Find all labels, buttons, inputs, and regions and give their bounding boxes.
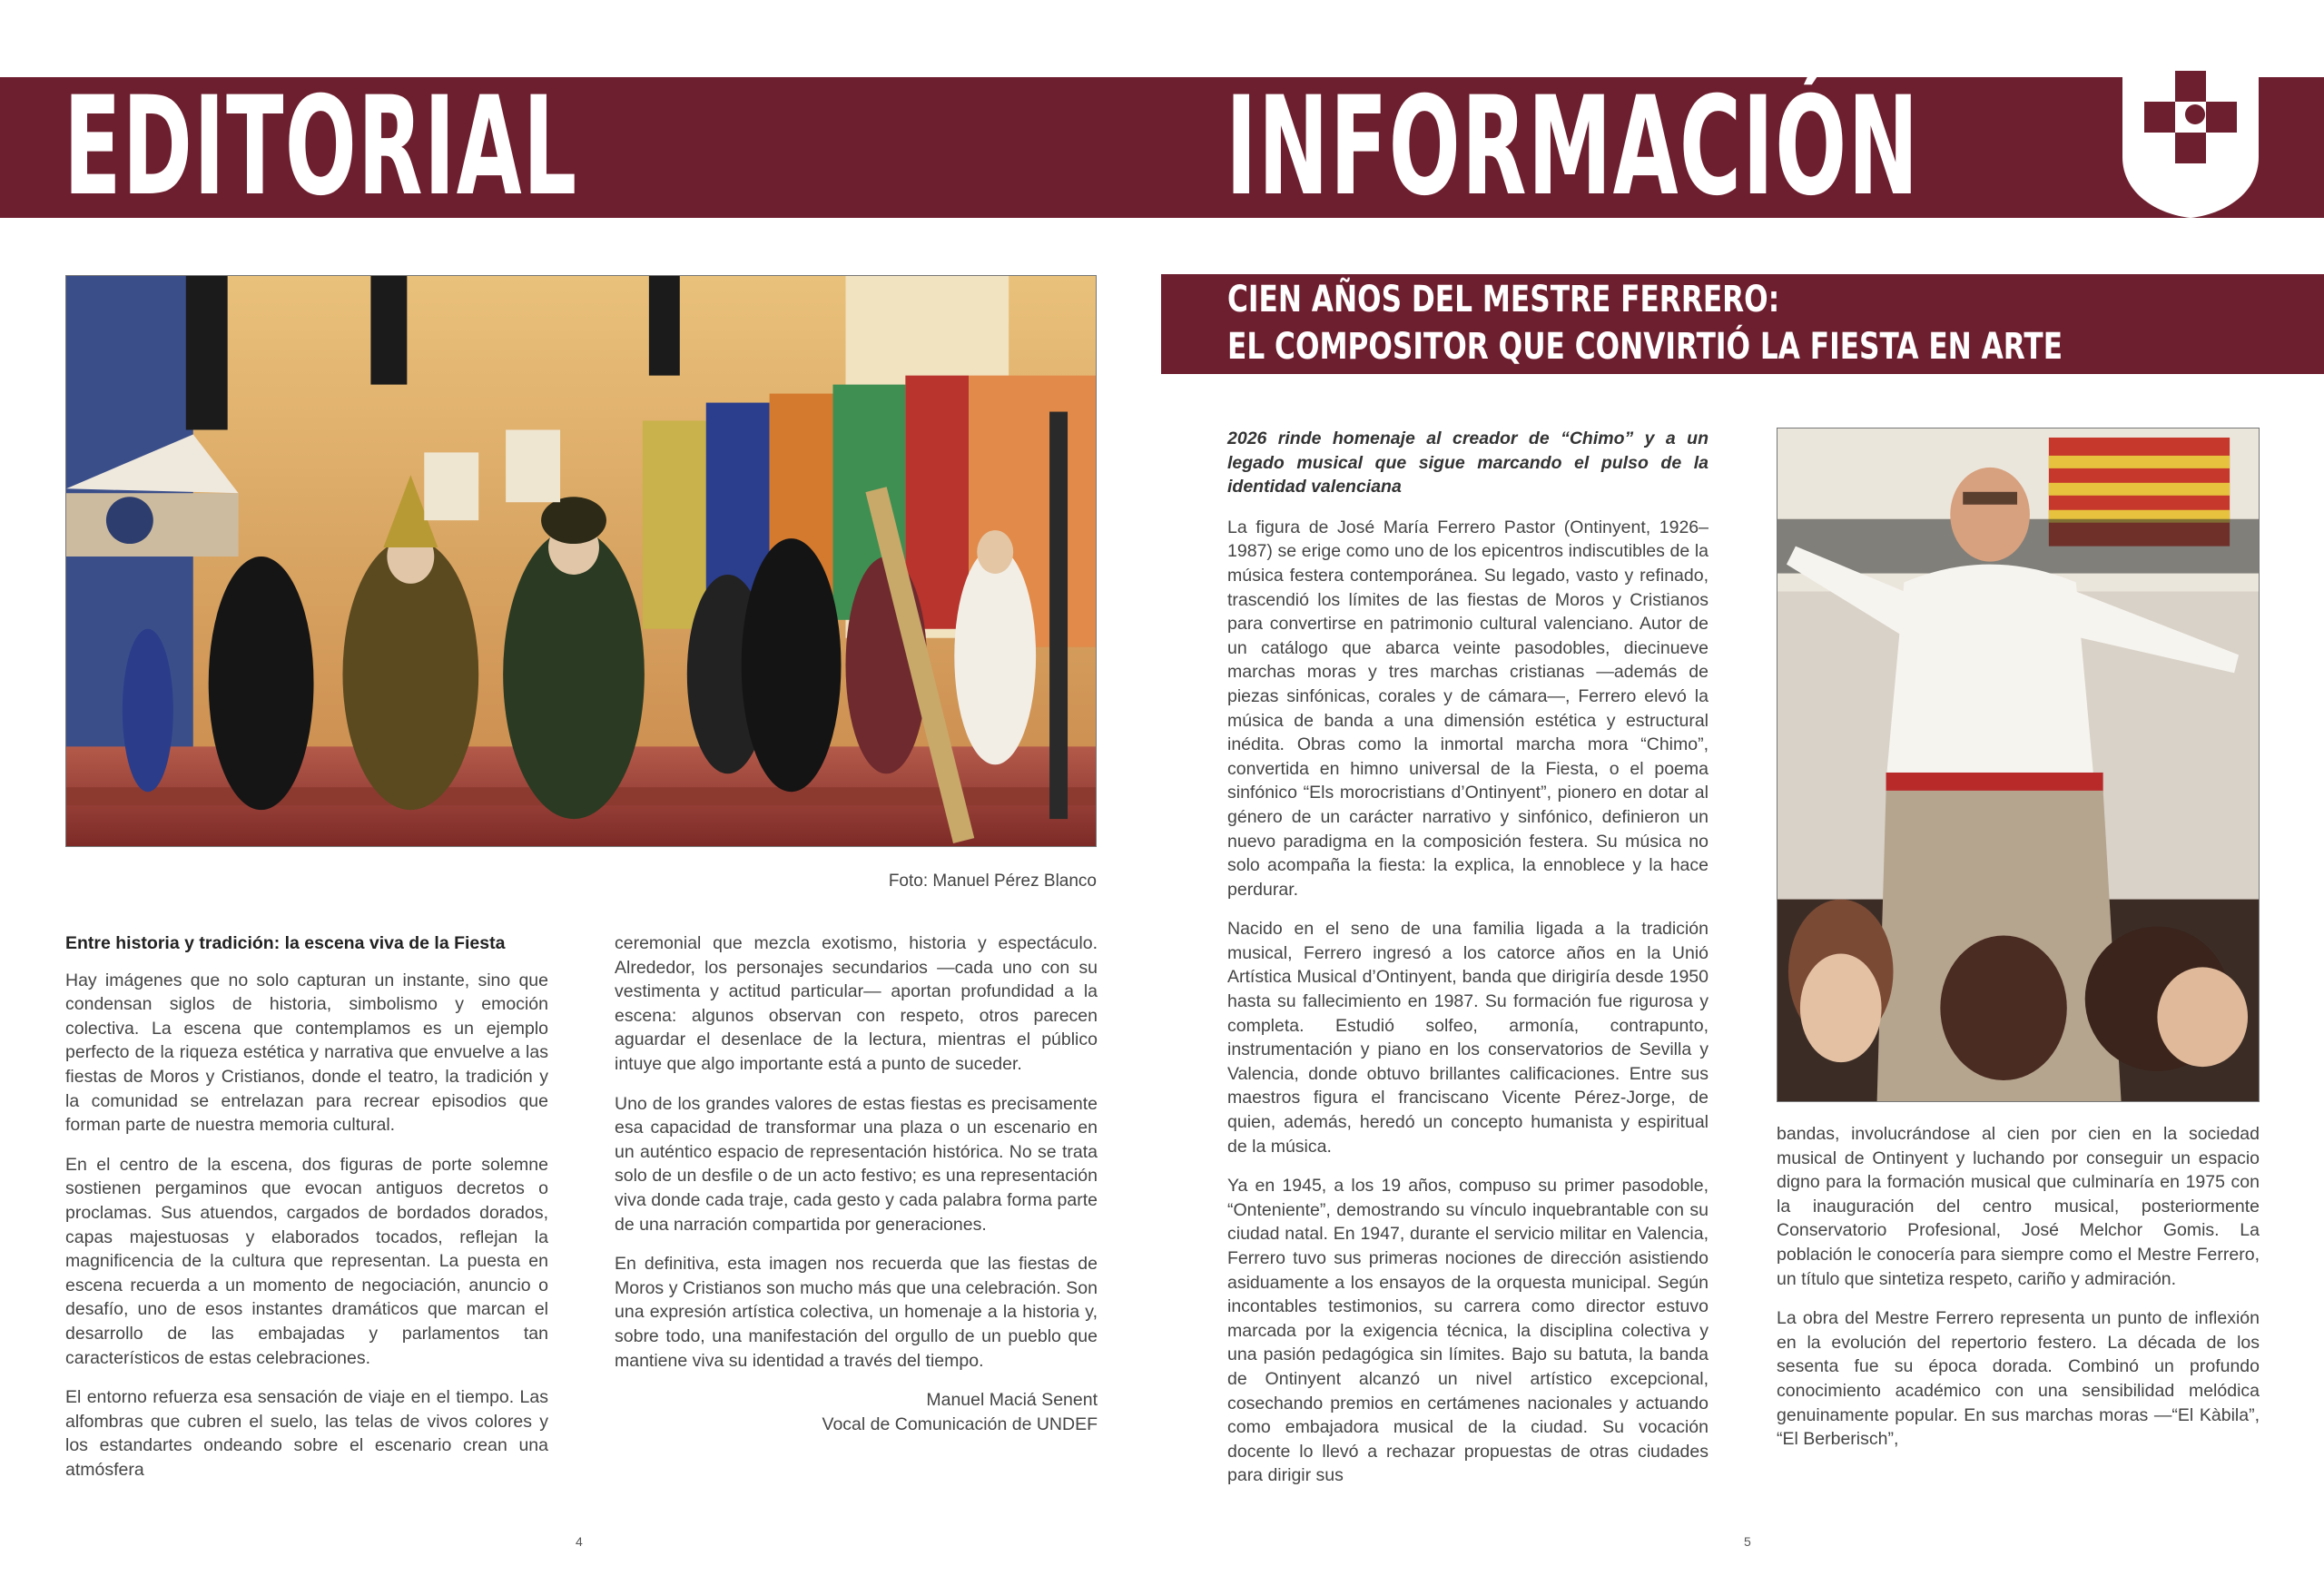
editorial-paragraph: Uno de los grandes valores de estas fiestas es precisamente esa capacidad de transformar una plaza o un escenario en un auténtico espacio de representación histórica. No se trata solo de un desfile o de un acto festivo; es una representación viva donde cada traje, cada gesto y cada palabra forma parte de una narración compartida por generaciones. xyxy=(615,1093,1098,1235)
mestre-ferrero-photo xyxy=(1777,428,2260,1102)
editorial-column-1 xyxy=(65,931,548,1482)
article-title xyxy=(1227,276,2063,370)
editorial-column-2 xyxy=(615,931,1098,1436)
festival-scene-photo xyxy=(65,275,1097,847)
article-paragraph: bandas, involucrándose al cien por cien en la sociedad musical de Ontinyent y luchando por conseguir un espacio digno para la formación musical que culminaría en 1975 con la inauguración del centro musical, posteriormente Conservatorio Profesional, José Melchor Gomis. La población le conocería para siempre como el Mestre Ferrero, un título que sintetiza respeto, cariño y admiración. xyxy=(1777,1124,2260,1289)
undef-shield-logo xyxy=(2122,71,2259,218)
article-paragraph: Nacido en el seno de una familia ligada a la tradición musical, Ferrero ingresó a los catorce años en la Unió Artística Musical d’Ontinyent, banda que dirigiría desde 1950 hasta su fallecimiento en 1987. Su formación fue rigurosa y completa. Estudió solfeo, armonía, contrapunto, instrumentación y piano en los conservatorios de Sevilla y Valencia, donde obtuvo brillantes calificaciones. Entre sus maestros figura el franciscano Vicente Pérez-Jorge, de quien, además, heredó un concepto humanista y espiritual de la música. xyxy=(1227,919,1709,1157)
editorial-paragraph: El entorno refuerza esa sensación de viaje en el tiempo. Las alfombras que cubren el suelo, las telas de vivos colores y los estandartes ondeando sobre el escenario crean una atmósfera xyxy=(65,1387,548,1480)
page-number-right: 5 xyxy=(1744,1534,1751,1549)
page-number-left: 4 xyxy=(576,1534,583,1549)
signature-role: Vocal de Comunicación de UNDEF xyxy=(822,1413,1098,1434)
article-paragraph: La obra del Mestre Ferrero representa un punto de inflexión en la evolución del repertorio festero. La década de los sesenta fue su época dorada. Combinó un profundo conocimiento académico con una sensibilidad melódica genuinamente popular. En sus marchas moras —“El Kàbila”, “El Berberisch”, xyxy=(1777,1308,2260,1450)
editorial-paragraph: En el centro de la escena, dos figuras de porte solemne sostienen pergaminos que evocan antiguos decretos o proclamas. Sus atuendos, cargados de bordados dorados, capas majestuosas y elaborados tocados, reflejan la magnificencia de la cultura que representan. La puesta en escena recuerda a un momento de negociación, anuncio o desafío, uno de esos instantes dramáticos que marcan el desarrollo de las embajadas y parlamentos tan característicos de estas celebraciones. xyxy=(65,1154,548,1368)
article-paragraph: La figura de José María Ferrero Pastor (Ontinyent, 1926–1987) se erige como uno de los epicentros indiscutibles de la música festera contemporánea. Su legado, vasto y refinado, trascendió los límites de las fiestas de Moros y Cristianos para convertirse en patrimonio cultural valenciano. Autor de un catálogo que abarca veinte pasodobles, diecinueve marchas moras y tres marchas cristianas —además de piezas sinfónicas, corales y de cámara—, Ferrero elevó la música de banda a una dimensión estética y estructural inédita. Obras como la inmortal marcha mora “Chimo”, convertida en himno universal de la Fiesta, o el poema sinfónico “Els morocristians d’Ontinyent”, pionero en dotar al género de un carácter narrativo y sinfónico, definieron un nuevo paradigma en la composición festera. Su música no solo acompaña la fiesta: la explica, la ennoblece y la hace perdurar. xyxy=(1227,517,1709,900)
editorial-paragraph: ceremonial que mezcla exotismo, historia y espectáculo. Alrededor, los personajes secundarios —cada uno con su vestimenta y actitud particular— aportan profundidad a la escena: algunos observan con respeto, otros parecen aguardar el desenlace de la lectura, mientras el público intuye que algo importante está a punto de suceder. xyxy=(615,933,1098,1074)
article-title-line-1: CIEN AÑOS DEL MESTRE FERRERO: xyxy=(1227,279,1780,320)
article-column-1 xyxy=(1227,427,1709,1488)
signature-name: Manuel Maciá Senent xyxy=(926,1390,1098,1411)
article-column-2 xyxy=(1777,1122,2260,1452)
article-paragraph: Ya en 1945, a los 19 años, compuso su primer pasodoble, “Onteniente”, demostrando su vínculo inquebrantable con su ciudad natal. En 1947, durante el servicio militar en Valencia, Ferrero tuvo sus primeras nociones de dirección asistiendo asiduamente a los ensayos de la orquesta municipal. Según incontables testimonios, su carrera como director estuvo marcada por la exigencia técnica, la disciplina colectiva y una pasión pedagógica sin límites. Bajo su batuta, la banda de Ontinyent alcanzó un nivel artístico excepcional, cosechando premios en certámenes nacionales y actuando como embajadora musical de la ciudad. Su vocación docente lo llevó a rechazar propuestas de otras ciudades para dirigir sus xyxy=(1227,1176,1709,1486)
article-title-line-2: EL COMPOSITOR QUE CONVIRTIÓ LA FIESTA EN ARTE xyxy=(1227,326,2063,368)
article-lede: 2026 rinde homenaje al creador de “Chimo” y a un legado musical que sigue marcando el pulso de la identidad valenciana xyxy=(1227,428,1709,497)
editorial-heading: EDITORIAL xyxy=(64,68,578,226)
photo-credit: Foto: Manuel Pérez Blanco xyxy=(888,872,1097,891)
informacion-heading: INFORMACIÓN xyxy=(1226,68,1920,226)
editorial-paragraph: En definitiva, esta imagen nos recuerda que las fiestas de Moros y Cristianos son mucho más que una celebración. Son una expresión artística colectiva, un homenaje a la historia y, sobre todo, una manifestación del orgullo de un pueblo que mantiene viva su identidad a través del tiempo. xyxy=(615,1254,1098,1371)
editorial-paragraph: Hay imágenes que no solo capturan un instante, sino que condensan siglos de historia, simbolismo y emoción colectiva. La escena que contemplamos es un ejemplo perfecto de la riqueza estética y narrativa que envuelve a las fiestas de Moros y Cristianos, donde el teatro, la tradición y la comunidad se entrelazan para recrear episodios que forman parte de nuestra memoria cultural. xyxy=(65,970,548,1136)
editorial-subhead: Entre historia y tradición: la escena viva de la Fiesta xyxy=(65,933,506,953)
